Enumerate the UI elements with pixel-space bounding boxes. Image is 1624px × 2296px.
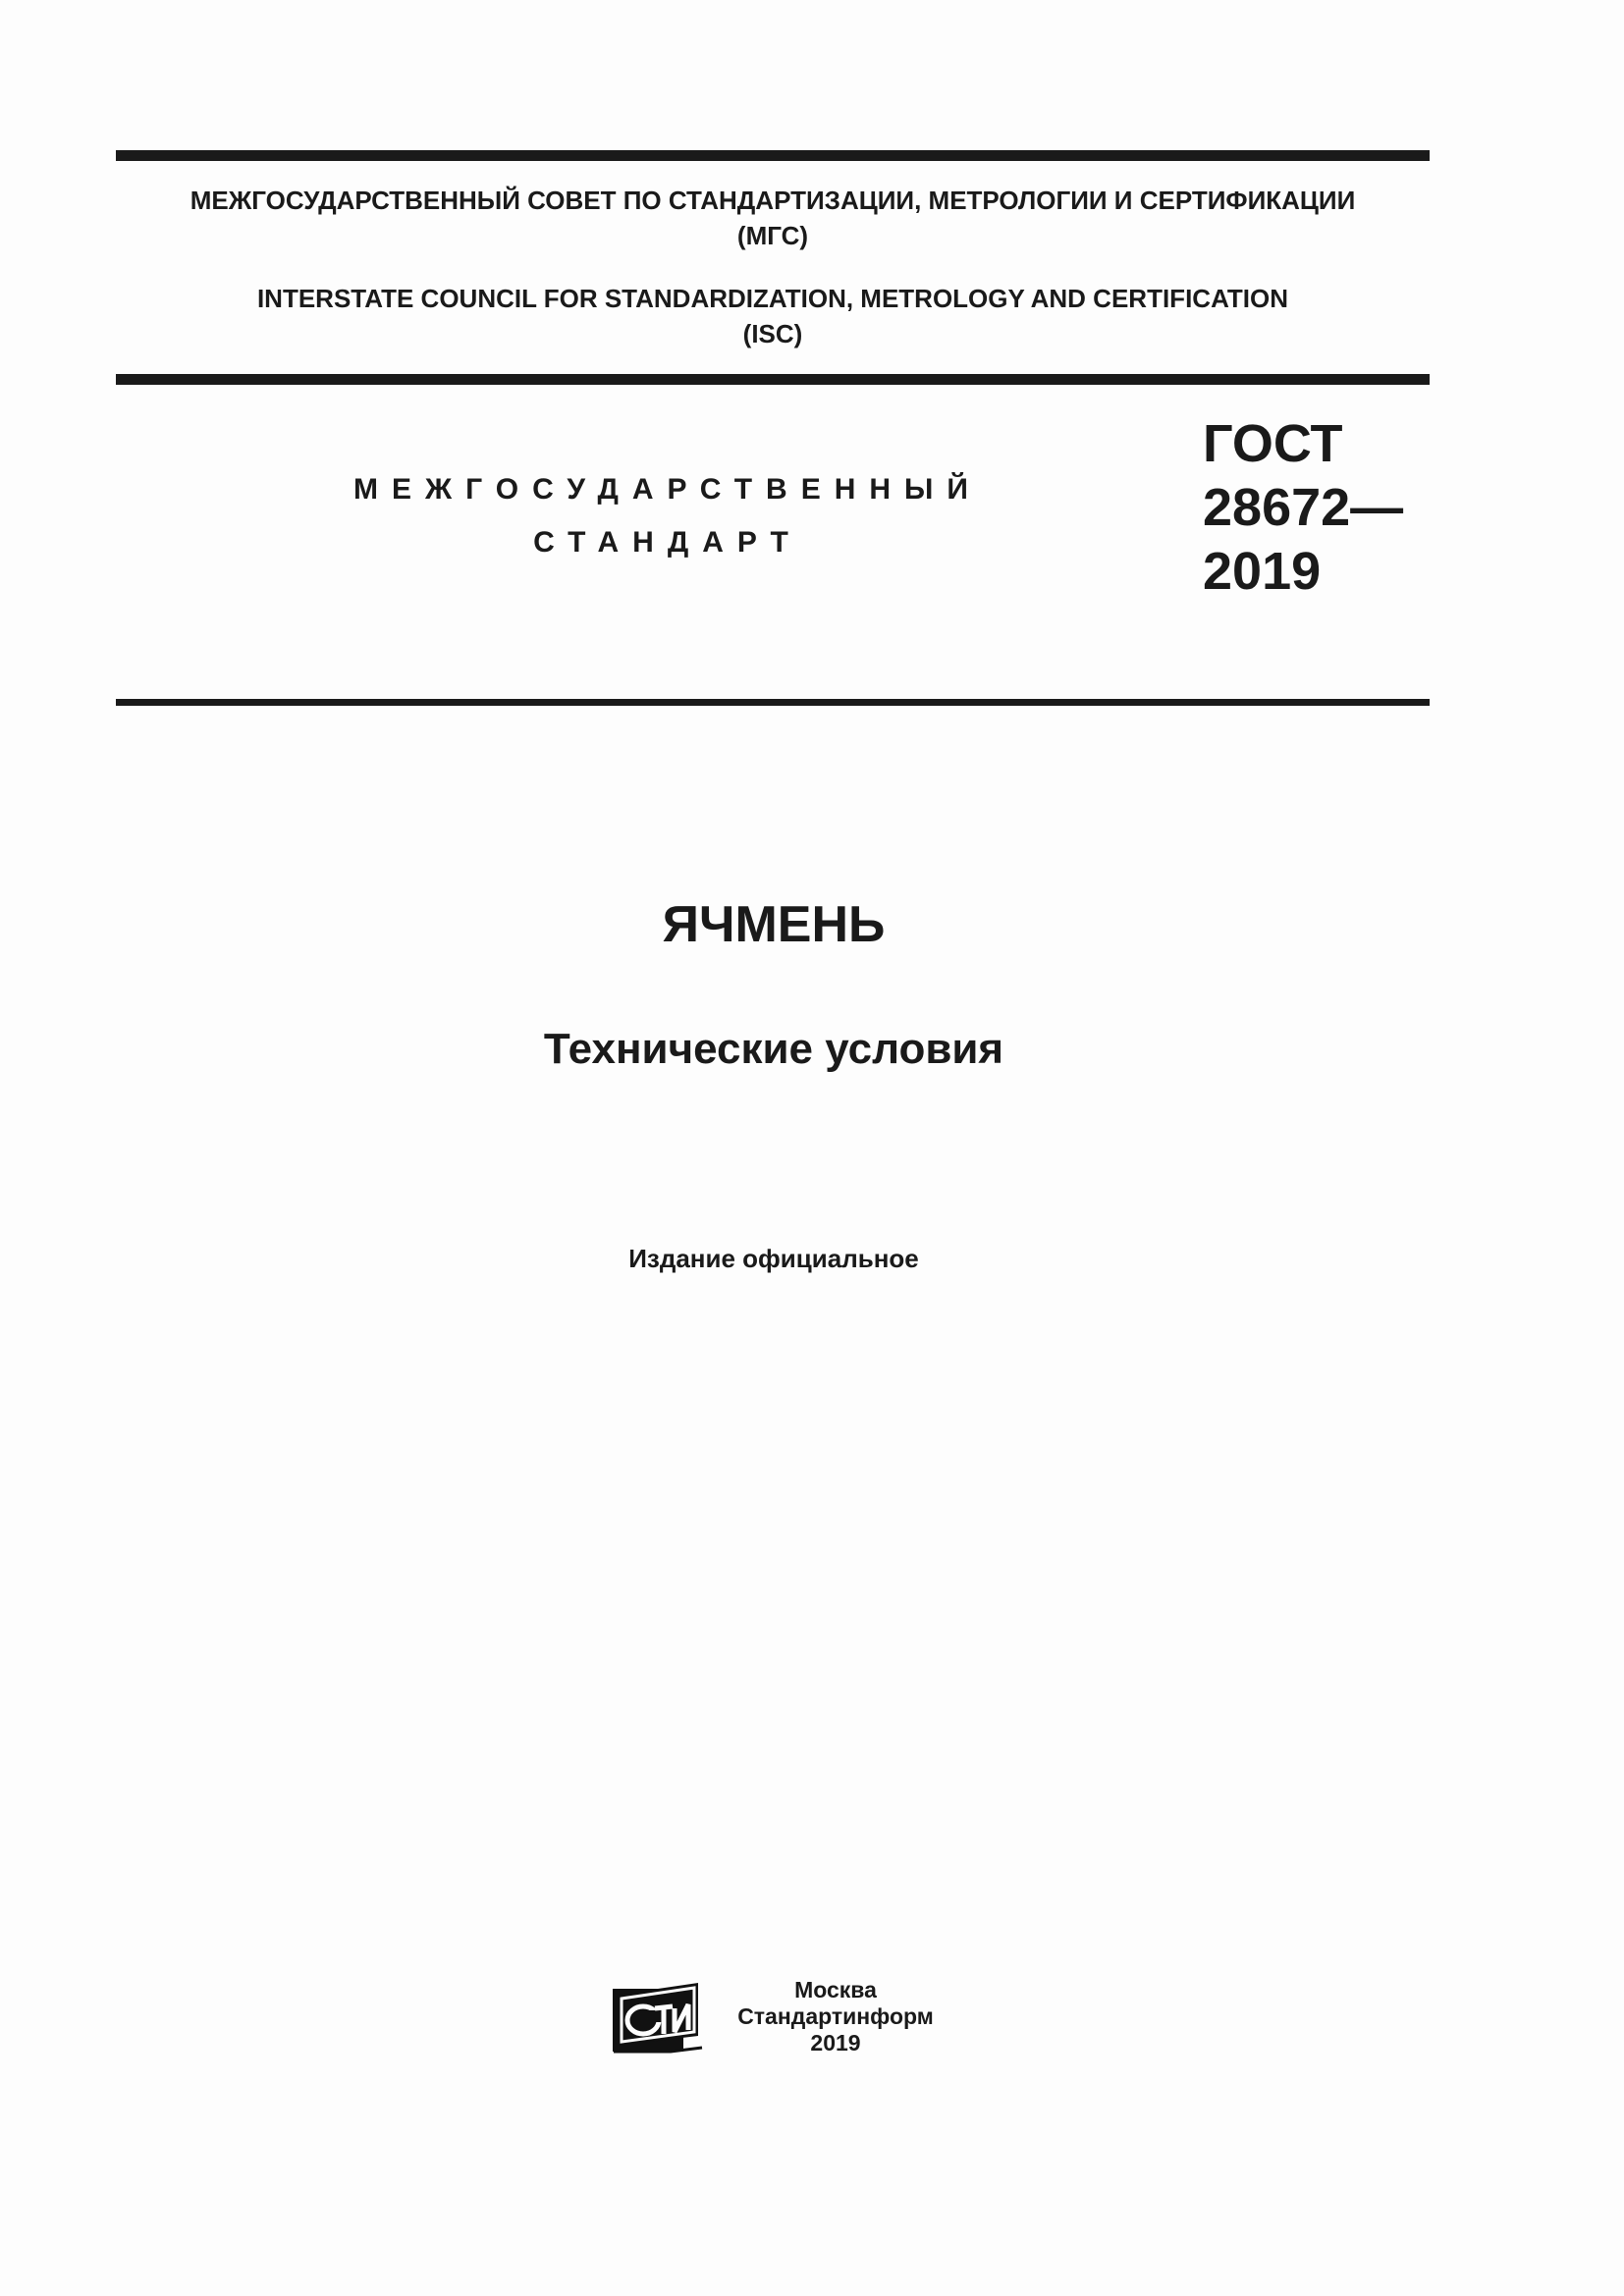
publisher-year: 2019 (810, 2030, 861, 2056)
top-rule (116, 150, 1430, 161)
publisher-city: Москва (794, 1977, 877, 2002)
standard-kind-line1: МЕЖГОСУДАРСТВЕННЫЙ (353, 473, 982, 506)
publisher-name: Стандартинформ (737, 2003, 934, 2029)
council-name-russian (116, 183, 1430, 253)
bottom-rule (116, 699, 1430, 706)
council-en-line1: INTERSTATE COUNCIL FOR STANDARDIZATION, METROLOGY AND CERTIFICATION (256, 284, 1289, 313)
document-title: ЯЧМЕНЬ (662, 896, 886, 953)
middle-rule (116, 374, 1430, 385)
standartinform-logo-icon (612, 1981, 706, 2054)
designation-year: 2019 (1203, 542, 1322, 601)
council-ru-line1: МЕЖГОСУДАРСТВЕННЫЙ СОВЕТ ПО СТАНДАРТИЗАЦИИ, МЕТРОЛОГИИ И СЕРТИФИКАЦИИ (189, 186, 1356, 215)
council-en-abbreviation: (ISC) (742, 319, 803, 348)
standard-kind-line2: СТАНДАРТ (533, 526, 802, 559)
document-subtitle: Технические условия (543, 1025, 1004, 1073)
council-name-english (116, 281, 1430, 351)
designation-number: 28672— (1203, 478, 1404, 537)
council-ru-abbreviation: (МГС) (736, 221, 809, 250)
edition-note: Издание официальное (628, 1244, 919, 1273)
standard-designation (1203, 412, 1403, 604)
standard-kind (324, 463, 1011, 569)
designation-prefix: ГОСТ (1203, 414, 1343, 473)
publisher-imprint (722, 1977, 949, 2056)
